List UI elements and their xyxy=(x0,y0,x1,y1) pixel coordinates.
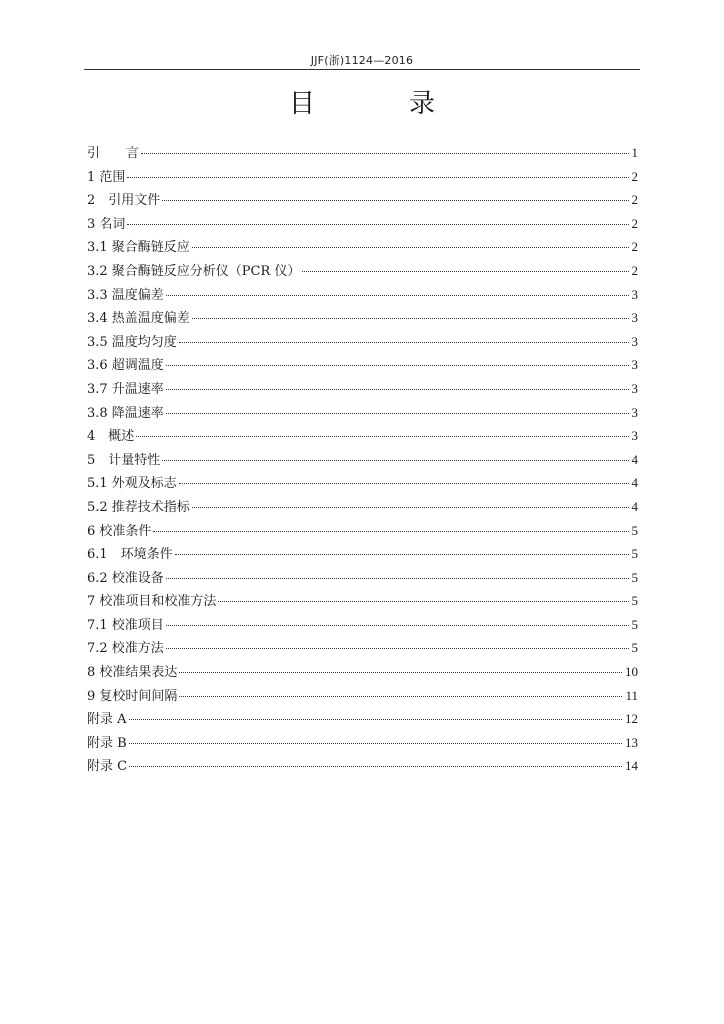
dot-leader xyxy=(192,318,629,319)
toc-entry[interactable] xyxy=(87,259,638,283)
toc-entry-page-number: 5 xyxy=(631,546,638,562)
toc-entry-label: 5 计量特性 xyxy=(87,452,161,468)
toc-entry-page-number: 3 xyxy=(631,380,638,396)
dot-leader xyxy=(166,295,629,296)
toc-entry-label: 3.3 温度偏差 xyxy=(87,287,164,303)
toc-entry[interactable] xyxy=(87,306,638,330)
toc-entry-page-number: 5 xyxy=(631,522,638,538)
toc-entry[interactable] xyxy=(87,212,638,236)
toc-entry-page-number: 1 xyxy=(631,145,638,160)
dot-leader xyxy=(166,365,629,366)
header-rule xyxy=(84,69,640,70)
toc-entry[interactable] xyxy=(87,684,638,708)
dot-leader xyxy=(179,342,629,343)
toc-entry-label: 5.1 外观及标志 xyxy=(87,476,177,492)
dot-leader xyxy=(127,224,628,225)
dot-leader xyxy=(166,578,629,579)
toc-entry-page-number: 13 xyxy=(625,734,638,750)
toc-entry-page-number: 12 xyxy=(625,711,638,727)
dot-leader xyxy=(166,389,629,390)
dot-leader xyxy=(129,766,622,767)
dot-leader xyxy=(179,483,629,484)
toc-entry[interactable] xyxy=(87,401,638,425)
dot-leader xyxy=(129,719,622,720)
toc-entry[interactable] xyxy=(87,707,638,731)
toc-entry-page-number: 3 xyxy=(631,286,638,302)
toc-entry[interactable] xyxy=(87,330,638,354)
dot-leader xyxy=(162,200,628,201)
toc-entry-label: 附录 B xyxy=(87,735,127,751)
dot-leader xyxy=(192,247,629,248)
toc-entry-page-number: 3 xyxy=(631,333,638,349)
toc-entry-label: 7.2 校准方法 xyxy=(87,641,164,657)
toc-entry[interactable] xyxy=(87,188,638,212)
running-header: JJF(浙)1124—2016 xyxy=(310,54,414,67)
toc-entry-page-number: 3 xyxy=(631,404,638,420)
toc-entry-page-number: 5 xyxy=(631,640,638,656)
dot-leader xyxy=(179,672,622,673)
dot-leader xyxy=(153,531,628,532)
toc-entry-label: 3.4 热盖温度偏差 xyxy=(87,311,190,327)
toc-entry-label: 附录 A xyxy=(87,712,127,728)
toc-entry-page-number: 2 xyxy=(631,215,638,231)
toc-entry[interactable] xyxy=(87,754,638,778)
dot-leader xyxy=(162,460,628,461)
toc-entry-page-number: 3 xyxy=(631,428,638,444)
toc-entry-page-number: 2 xyxy=(631,192,638,208)
toc-entry[interactable] xyxy=(87,589,638,613)
toc-entry[interactable] xyxy=(87,283,638,307)
toc-entry-page-number: 5 xyxy=(631,616,638,632)
toc-entry-label: 7 校准项目和校准方法 xyxy=(87,594,217,610)
toc-entry-label: 3.7 升温速率 xyxy=(87,381,164,397)
toc-entry-label: 3.2 聚合酶链反应分析仪（PCR 仪） xyxy=(87,263,301,279)
toc-entry-label: 6.2 校准设备 xyxy=(87,570,164,586)
toc-entry[interactable] xyxy=(87,471,638,495)
toc-entry-page-number: 4 xyxy=(631,451,638,467)
toc-entry-label: 2 引用文件 xyxy=(87,193,161,209)
toc-entry[interactable] xyxy=(87,495,638,519)
toc-entry-label: 3 名词 xyxy=(87,216,126,232)
dot-leader xyxy=(175,554,629,555)
toc-entry[interactable] xyxy=(87,424,638,448)
table-of-contents xyxy=(87,141,638,778)
toc-entry[interactable] xyxy=(87,660,638,684)
toc-entry-page-number: 2 xyxy=(631,168,638,184)
dot-leader xyxy=(302,271,628,272)
toc-entry-page-number: 14 xyxy=(625,758,638,774)
dot-leader xyxy=(136,436,628,437)
toc-entry-page-number: 5 xyxy=(631,593,638,609)
dot-leader xyxy=(179,696,622,697)
toc-entry-label: 7.1 校准项目 xyxy=(87,617,164,633)
toc-entry[interactable] xyxy=(87,519,638,543)
dot-leader xyxy=(166,413,629,414)
toc-entry-label: 附录 C xyxy=(87,759,128,775)
toc-entry-label: 3.8 降温速率 xyxy=(87,405,164,421)
dot-leader xyxy=(129,743,622,744)
toc-entry[interactable] xyxy=(87,613,638,637)
toc-entry-label: 9 复校时间间隔 xyxy=(87,688,178,704)
toc-entry-label: 3.1 聚合酶链反应 xyxy=(87,240,190,256)
page-title: 目 录 xyxy=(288,89,469,119)
toc-entry-page-number: 2 xyxy=(631,262,638,278)
dot-leader xyxy=(166,625,629,626)
toc-entry-page-number: 4 xyxy=(631,498,638,514)
toc-entry[interactable] xyxy=(87,566,638,590)
dot-leader xyxy=(127,177,628,178)
toc-entry[interactable] xyxy=(87,542,638,566)
toc-entry[interactable] xyxy=(87,141,638,165)
toc-entry-page-number: 3 xyxy=(631,310,638,326)
dot-leader xyxy=(218,601,628,602)
toc-entry-page-number: 5 xyxy=(631,569,638,585)
toc-entry[interactable] xyxy=(87,235,638,259)
toc-entry-label: 5.2 推荐技术指标 xyxy=(87,499,190,515)
toc-entry-page-number: 10 xyxy=(625,664,638,680)
toc-entry-label: 6 校准条件 xyxy=(87,523,152,539)
toc-entry-page-number: 11 xyxy=(625,687,638,703)
dot-leader xyxy=(192,507,629,508)
toc-entry-label: 4 概述 xyxy=(87,429,135,445)
toc-entry-label: 3.6 超调温度 xyxy=(87,358,164,374)
toc-entry-label: 引 言 xyxy=(87,146,140,161)
toc-entry-label: 3.5 温度均匀度 xyxy=(87,334,177,350)
dot-leader xyxy=(166,648,629,649)
toc-entry-page-number: 3 xyxy=(631,357,638,373)
toc-entry-label: 6.1 环境条件 xyxy=(87,547,173,563)
dot-leader xyxy=(141,153,628,154)
toc-entry[interactable] xyxy=(87,636,638,660)
toc-entry[interactable] xyxy=(87,448,638,472)
toc-entry[interactable] xyxy=(87,353,638,377)
toc-entry[interactable] xyxy=(87,731,638,755)
toc-entry[interactable] xyxy=(87,377,638,401)
toc-entry-page-number: 4 xyxy=(631,475,638,491)
toc-entry-page-number: 2 xyxy=(631,239,638,255)
toc-entry-label: 8 校准结果表达 xyxy=(87,665,178,681)
toc-entry[interactable] xyxy=(87,165,638,189)
toc-entry-label: 1 范围 xyxy=(87,169,126,185)
